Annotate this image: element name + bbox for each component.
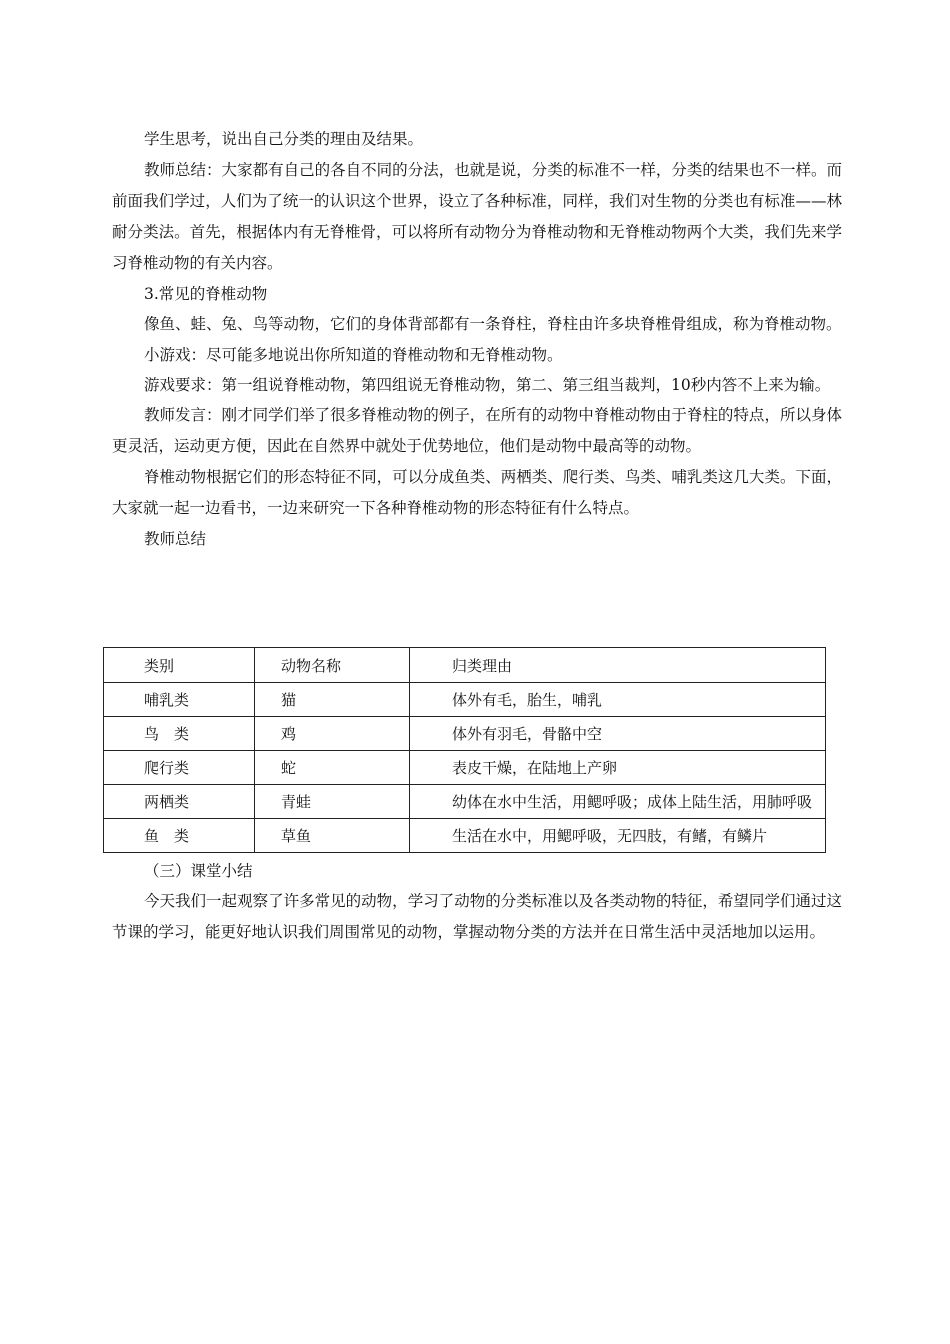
header-animal-name: 动物名称 bbox=[255, 648, 410, 683]
cell-animal: 鸡 bbox=[255, 717, 410, 751]
cell-category: 鱼 类 bbox=[104, 819, 255, 853]
table-row bbox=[104, 683, 826, 717]
paragraph-closing: 今天我们一起观察了许多常见的动物，学习了动物的分类标准以及各类动物的特征，希望同学们通过这节课的学习，能更好地认识我们周围常见的动物，掌握动物分类的方法并在日常生活中灵活地加以运用。 bbox=[112, 892, 842, 941]
paragraph-vertebrate-groups: 脊椎动物根据它们的形态特征不同，可以分成鱼类、两栖类、爬行类、鸟类、哺乳类这几大类。下面，大家就一起一边看书，一边来研究一下各种脊椎动物的形态特征有什么特点。 bbox=[112, 468, 842, 517]
cell-reason: 体外有羽毛，骨骼中空 bbox=[410, 717, 826, 751]
cell-reason: 幼体在水中生活，用鳃呼吸；成体上陆生活，用肺呼吸 bbox=[410, 785, 826, 819]
cell-animal: 草鱼 bbox=[255, 819, 410, 853]
subheading-common-vertebrates: 3.常见的脊椎动物 bbox=[144, 285, 268, 303]
table-header-row bbox=[104, 648, 826, 683]
lesson-text-bottom bbox=[112, 856, 842, 948]
table-row bbox=[104, 751, 826, 785]
table-row bbox=[104, 785, 826, 819]
paragraph-mini-game: 小游戏：尽可能多地说出你所知道的脊椎动物和无脊椎动物。 bbox=[144, 346, 563, 364]
cell-reason: 体外有毛，胎生，哺乳 bbox=[410, 683, 826, 717]
classification-table bbox=[103, 647, 826, 853]
paragraph-teacher-remarks: 教师发言：刚才同学们举了很多脊椎动物的例子，在所有的动物中脊椎动物由于脊柱的特点，所以身体更灵活，运动更方便，因此在自然界中就处于优势地位，他们是动物中最高等的动物。 bbox=[112, 406, 842, 455]
cell-reason: 表皮干燥，在陆地上产卵 bbox=[410, 751, 826, 785]
paragraph-teacher-summary: 教师总结：大家都有自己的各自不同的分法，也就是说，分类的标准不一样，分类的结果也不一样。而前面我们学过，人们为了统一的认识这个世界，设立了各种标准，同样，我们对生物的分类也有标准——林耐分类法。首先，根据体内有无脊椎骨，可以将所有动物分为脊椎动物和无脊椎动物两个大类，我们先来学习脊椎动物的有关内容。 bbox=[112, 161, 842, 272]
cell-category: 哺乳类 bbox=[104, 683, 255, 717]
cell-category: 爬行类 bbox=[104, 751, 255, 785]
header-category: 类别 bbox=[104, 648, 255, 683]
table-row bbox=[104, 717, 826, 751]
section-heading-summary: （三）课堂小结 bbox=[144, 862, 253, 880]
table-row bbox=[104, 819, 826, 853]
cell-category: 鸟 类 bbox=[104, 717, 255, 751]
paragraph-vertebrate-definition: 像鱼、蛙、兔、鸟等动物，它们的身体背部都有一条脊柱，脊柱由许多块脊椎骨组成，称为脊椎动物。 bbox=[144, 315, 842, 333]
cell-animal: 猫 bbox=[255, 683, 410, 717]
cell-animal: 蛇 bbox=[255, 751, 410, 785]
lesson-text-top bbox=[112, 124, 842, 554]
header-reason: 归类理由 bbox=[410, 648, 826, 683]
paragraph-game-rules: 游戏要求：第一组说脊椎动物，第四组说无脊椎动物，第二、第三组当裁判，10秒内答不上来为输。 bbox=[144, 376, 831, 394]
cell-reason: 生活在水中，用鳃呼吸，无四肢，有鳍，有鳞片 bbox=[410, 819, 826, 853]
cell-animal: 青蛙 bbox=[255, 785, 410, 819]
paragraph-student-thinking: 学生思考，说出自己分类的理由及结果。 bbox=[144, 130, 424, 148]
cell-category: 两栖类 bbox=[104, 785, 255, 819]
table-caption: 教师总结 bbox=[144, 530, 207, 548]
